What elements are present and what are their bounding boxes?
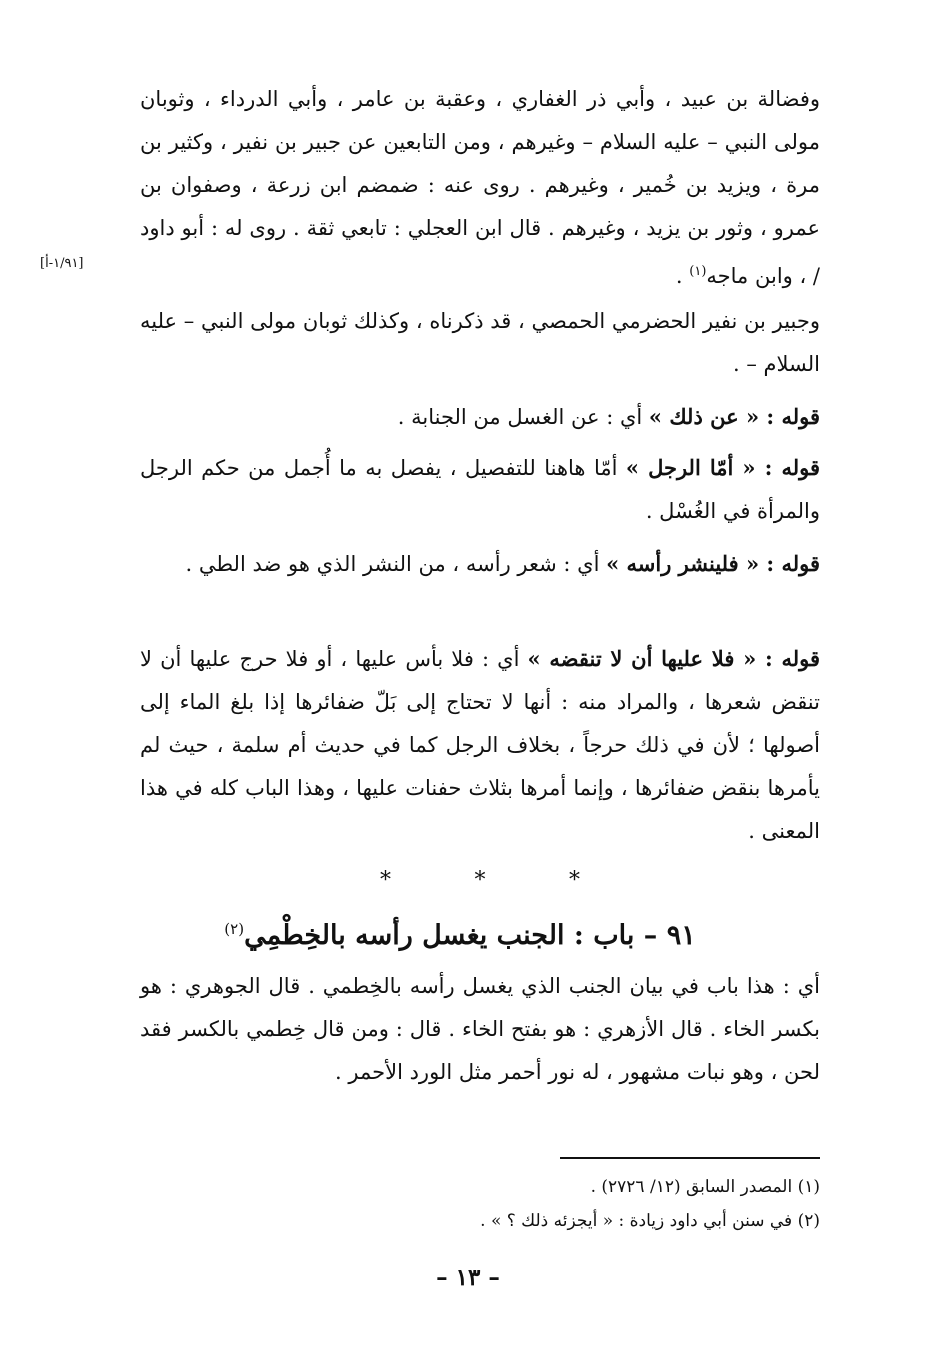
separator-star: * — [474, 868, 486, 893]
paragraph-end: . — [675, 264, 690, 288]
quote-label: قوله : « فلا عليها أن لا تنقضه » — [527, 646, 820, 671]
paragraph-narrators — [140, 78, 820, 298]
paragraph-falyanshur — [140, 542, 820, 586]
paragraph-text: وفضالة بن عبيد ، وأبي ذر الغفاري ، وعقبة بن عامر ، وأبي الدرداء ، وثوبان مولى النبي – عليه السلام – وغيرهم ، ومن التابعين عن جبير بن نفير ، وكثير بن مرة ، ويزيد بن خُمير ، وغيرهم . روى عنه : ضمضم ابن زرعة ، وصفوان بن عمرو ، وثور بن يزيد ، وغيرهم . قال ابن العجلي : تابعي ثقة . روى له : أبو داود / ، وابن ماجه — [140, 87, 820, 288]
margin-manuscript-ref: [١/٩١-أ] — [40, 256, 84, 271]
paragraph-jubayr — [140, 300, 820, 386]
page-number: – ١٣ – — [436, 1264, 500, 1291]
paragraph-text: وجبير بن نفير الحضرمي الحمصي ، قد ذكرناه ، وكذلك ثوبان مولى النبي – عليه السلام – . — [140, 309, 820, 376]
section-separator — [380, 868, 580, 893]
paragraph-an-dhalik — [140, 395, 820, 439]
footnote-2: (٢) في سنن أبي داود زيادة : « أيجزئه ذلك ؟ » . — [480, 1211, 820, 1231]
paragraph-amma-al-rajul — [140, 446, 820, 533]
separator-star: * — [380, 868, 391, 893]
paragraph-text: أمّا هاهنا للتفصيل ، يفصل به ما أُجمل من حكم الرجل والمرأة في الغُسْل . — [140, 456, 820, 523]
footnote-1: (١) المصدر السابق (١٢/ ٢٧٢٦) . — [590, 1177, 820, 1197]
separator-star: * — [569, 868, 580, 893]
footnote-divider — [560, 1157, 820, 1159]
paragraph-fala-alayha — [140, 637, 820, 853]
quote-label: قوله : « أمّا الرجل » — [625, 455, 821, 480]
quote-label: قوله : « عن ذلك » — [648, 404, 820, 429]
quote-label: قوله : « فلينشر رأسه » — [606, 551, 820, 576]
paragraph-text: أي : عن الغسل من الجنابة . — [397, 405, 649, 429]
footnote-ref-2[interactable]: (٢) — [224, 920, 245, 938]
paragraph-text: أي : فلا بأس عليها ، أو فلا حرج عليها أن لا تنقض شعرها ، والمراد منه : أنها لا تحتاج إلى بَلّ ضفائرها إذا بلغ الماء إلى أصولها ؛ لأن في ذلك حرجاً ، بخلاف الرجل كما في حديث أم سلمة ، حيث لم يأمرها بنقض ضفائرها ، وإنما أمرها بثلاث حفنات عليها ، وهذا الباب كله في هذا المعنى . — [140, 647, 820, 843]
footnote-ref-1[interactable]: (١) — [689, 264, 707, 279]
chapter-heading — [200, 905, 720, 960]
paragraph-text: أي : شعر رأسه ، من النشر الذي هو ضد الطي . — [185, 552, 607, 576]
paragraph-khitmi — [140, 965, 820, 1094]
chapter-heading-text: ٩١ – باب : الجنب يغسل رأسه بالخِطْمِي — [244, 920, 696, 951]
paragraph-text: أي : هذا باب في بيان الجنب الذي يغسل رأسه بالخِطمي . قال الجوهري : هو بكسر الخاء . قال الأزهري : هو بفتح الخاء . قال : ومن قال خِطمي بالكسر فقد لحن ، وهو نبات مشهور ، له نور أحمر مثل الورد الأحمر . — [140, 974, 820, 1084]
footnotes — [140, 1170, 820, 1238]
